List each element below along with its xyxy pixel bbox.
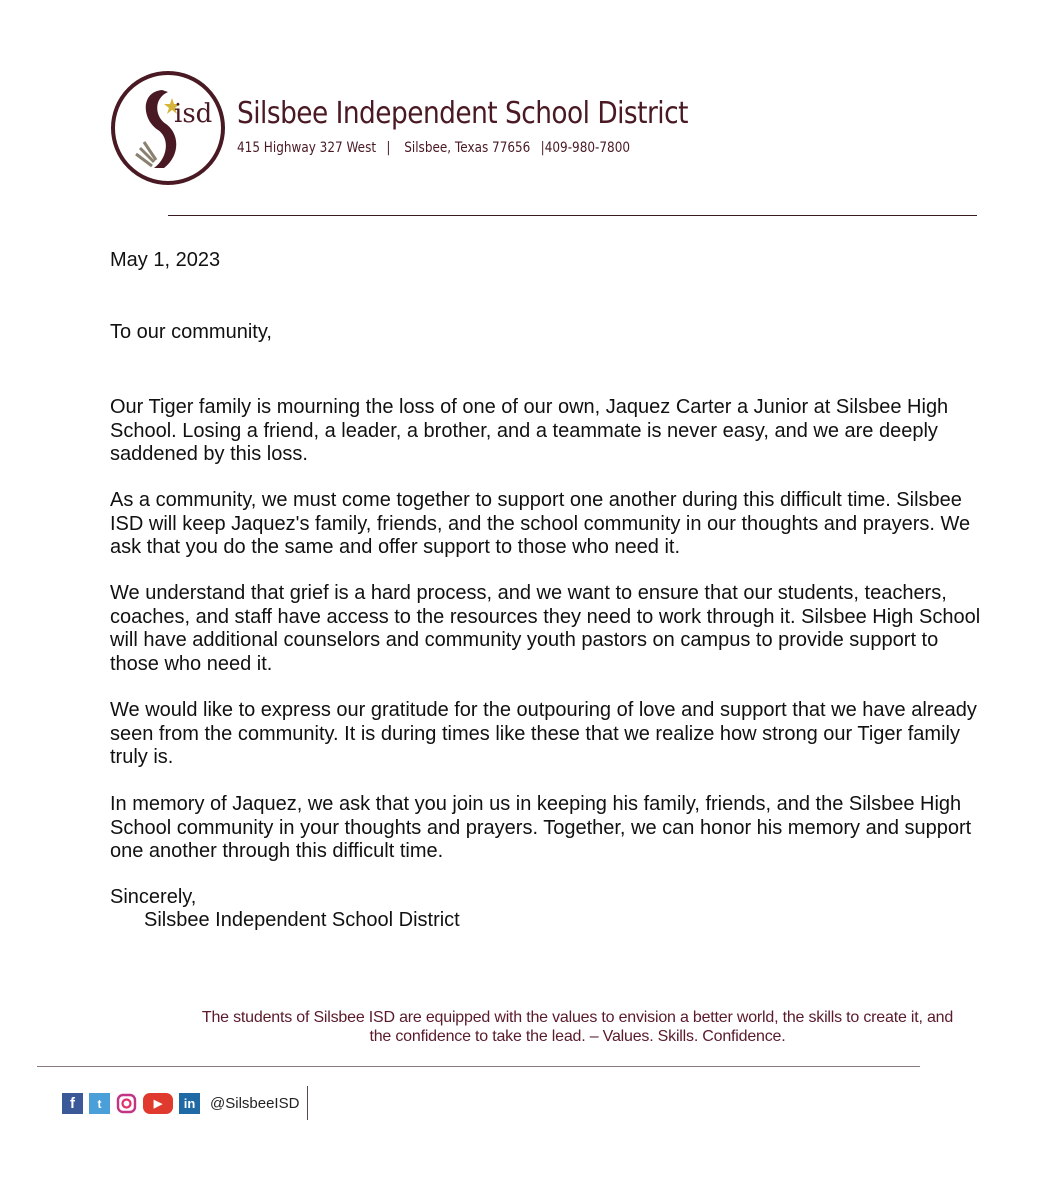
instagram-icon[interactable]	[116, 1093, 137, 1114]
district-logo	[110, 70, 226, 186]
social-handle[interactable]: @SilsbeeISD	[210, 1095, 300, 1112]
footer-divider	[37, 1066, 920, 1067]
paragraph-1: Our Tiger family is mourning the loss of one of our own, Jaquez Carter a Junior at Silsbee High School. Losing a friend, a leader, a brother, and a teammate is never easy, and we are deeply saddened by this loss.	[110, 396, 949, 465]
footer-vertical-divider	[307, 1086, 308, 1120]
youtube-icon[interactable]: ▶	[143, 1093, 173, 1114]
signature: Silsbee Independent School District	[144, 909, 460, 931]
paragraph-4: We would like to express our gratitude for the outpouring of love and support that we have already seen from the community. It is during times like these that we realize how strong our Tiger family truly is.	[110, 699, 977, 768]
phone: 409-980-7800	[544, 140, 631, 156]
linkedin-icon[interactable]: in	[179, 1093, 200, 1114]
twitter-icon[interactable]: t	[89, 1093, 110, 1114]
footer-tagline: The students of Silsbee ISD are equipped with the values to envision a better world, the skills to create it, and the confidence to take the lead. – Values. Skills. Confidence.	[201, 1009, 954, 1045]
letter-date: May 1, 2023	[110, 249, 221, 271]
contact-line: 415 Highway 327 West | Silsbee, Texas 77656 |409-980-7800	[237, 140, 631, 156]
paragraph-3: We understand that grief is a hard process, and we want to ensure that our students, teachers, coaches, and staff have access to the resources they need to work through it. Silsbee High School will have additional counselors and community youth pastors on campus to provide support to those who need it.	[110, 582, 981, 675]
closing: Sincerely,	[110, 886, 197, 908]
letter-greeting: To our community,	[110, 321, 272, 343]
facebook-icon[interactable]: f	[62, 1093, 83, 1114]
svg-text:isd: isd	[174, 99, 213, 129]
address: 415 Highway 327 West	[237, 140, 377, 156]
paragraph-5: In memory of Jaquez, we ask that you join us in keeping his family, friends, and the Silsbee High School community in your thoughts and prayers. Together, we can honor his memory and support one another through this difficult time.	[110, 793, 972, 862]
org-name: Silsbee Independent School District	[237, 96, 688, 131]
social-links	[62, 1093, 299, 1114]
separator: |	[386, 140, 391, 156]
paragraph-2: As a community, we must come together to support one another during this difficult time. Silsbee ISD will keep Jaquez's family, friends, and the school community in our thoughts and prayers. We ask that you do the same and offer support to those who need it.	[110, 489, 971, 558]
city: Silsbee, Texas 77656	[404, 140, 531, 156]
header-divider	[168, 215, 977, 216]
